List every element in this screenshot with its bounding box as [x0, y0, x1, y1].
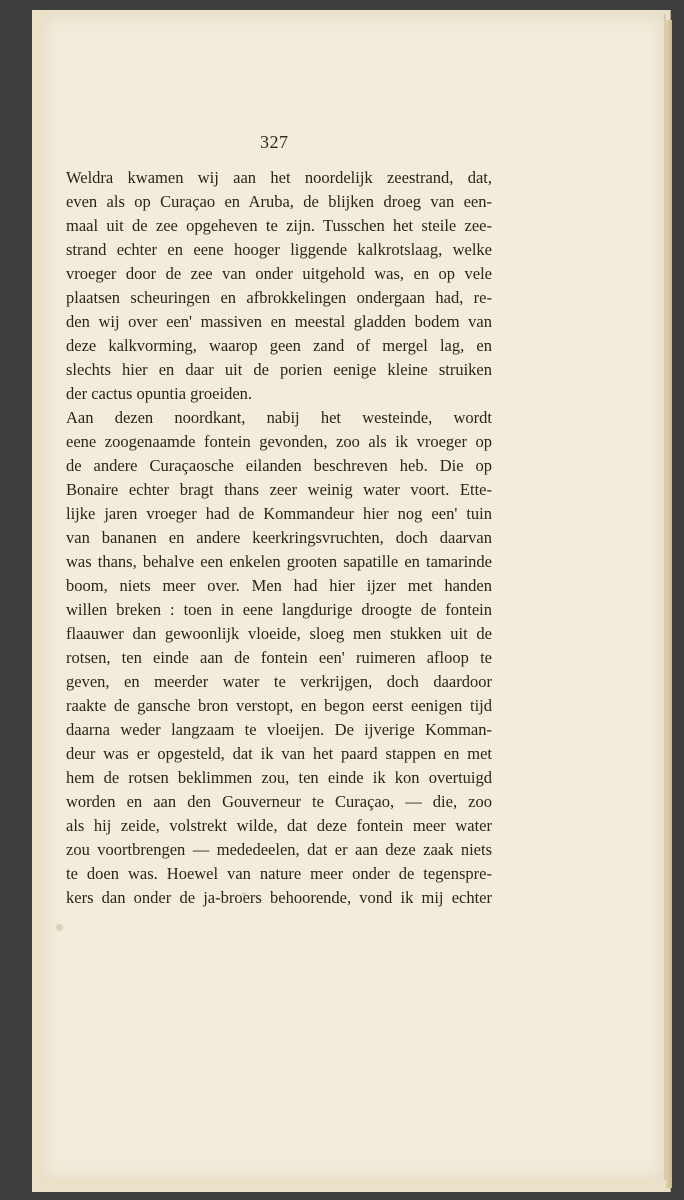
text-line-27: worden en aan den Gouverneur te Curaçao, — die, zoo — [66, 792, 492, 811]
text-line-6: plaatsen scheuringen en afbrokkelingen ondergaan had, re- — [66, 288, 492, 307]
paper-foxing-spot — [242, 892, 246, 896]
text-line-17: was thans, behalve een enkelen grooten sapatille en tamarinde — [66, 552, 492, 571]
text-line-5: vroeger door de zee van onder uitgehold was, en op vele — [66, 264, 492, 283]
text-line-16: van bananen en andere keerkringsvruchten, doch daarvan — [66, 528, 492, 547]
scanned-book-page — [42, 14, 666, 1180]
text-line-4: strand echter en eene hooger liggende kalkrotslaag, welke — [66, 240, 492, 259]
text-line-28: als hij zeide, volstrekt wilde, dat deze fontein meer water — [66, 816, 492, 835]
text-line-21: rotsen, ten einde aan de fontein een' ruimeren afloop te — [66, 648, 492, 667]
text-line-20: flaauwer dan gewoonlijk vloeide, sloeg men stukken uit de — [66, 624, 492, 643]
body-text — [66, 166, 492, 910]
text-line-26: hem de rotsen beklimmen zou, ten einde ik kon overtuigd — [66, 768, 492, 787]
text-line-9: slechts hier en daar uit de porien eenige kleine struiken — [66, 360, 492, 379]
text-line-24: daarna weder langzaam te vloeijen. De ijverige Komman- — [66, 720, 492, 739]
text-line-14: Bonaire echter bragt thans zeer weinig water voort. Ette- — [66, 480, 492, 499]
text-line-11: Aan dezen noordkant, nabij het westeinde, wordt — [66, 408, 492, 427]
text-line-23: raakte de gansche bron verstopt, en begon eerst eenigen tijd — [66, 696, 492, 715]
text-line-22: geven, en meerder water te verkrijgen, doch daardoor — [66, 672, 492, 691]
text-line-12: eene zoogenaamde fontein gevonden, zoo als ik vroeger op — [66, 432, 492, 451]
text-line-10: der cactus opuntia groeiden. — [66, 384, 253, 403]
text-line-30: te doen was. Hoewel van nature meer onder de tegenspre- — [66, 864, 492, 883]
text-line-19: willen breken : toen in eene langdurige droogte de fontein — [66, 600, 492, 619]
text-line-2: even als op Curaçao en Aruba, de blijken droeg van een- — [66, 192, 492, 211]
text-line-13: de andere Curaçaosche eilanden beschreven heb. Die op — [66, 456, 492, 475]
scanned-book-page-stack — [32, 10, 671, 1192]
text-line-25: deur was er opgesteld, dat ik van het paard stappen en met — [66, 744, 492, 763]
text-line-18: boom, niets meer over. Men had hier ijzer met handen — [66, 576, 492, 595]
text-line-1: Weldra kwamen wij aan het noordelijk zeestrand, dat, — [66, 168, 492, 187]
text-line-29: zou voortbrengen — mededeelen, dat er aan deze zaak niets — [66, 840, 492, 859]
page-edge — [666, 20, 672, 1188]
paper-foxing-spot — [56, 924, 63, 931]
page-number: 327 — [260, 132, 289, 152]
text-line-31: kers dan onder de ja-broers behoorende, vond ik mij echter — [66, 888, 492, 907]
text-line-15: lijke jaren vroeger had de Kommandeur hier nog een' tuin — [66, 504, 492, 523]
text-line-7: den wij over een' massiven en meestal gladden bodem van — [66, 312, 492, 331]
text-line-3: maal uit de zee opgeheven te zijn. Tusschen het steile zee- — [66, 216, 492, 235]
text-line-8: deze kalkvorming, waarop geen zand of mergel lag, en — [66, 336, 492, 355]
